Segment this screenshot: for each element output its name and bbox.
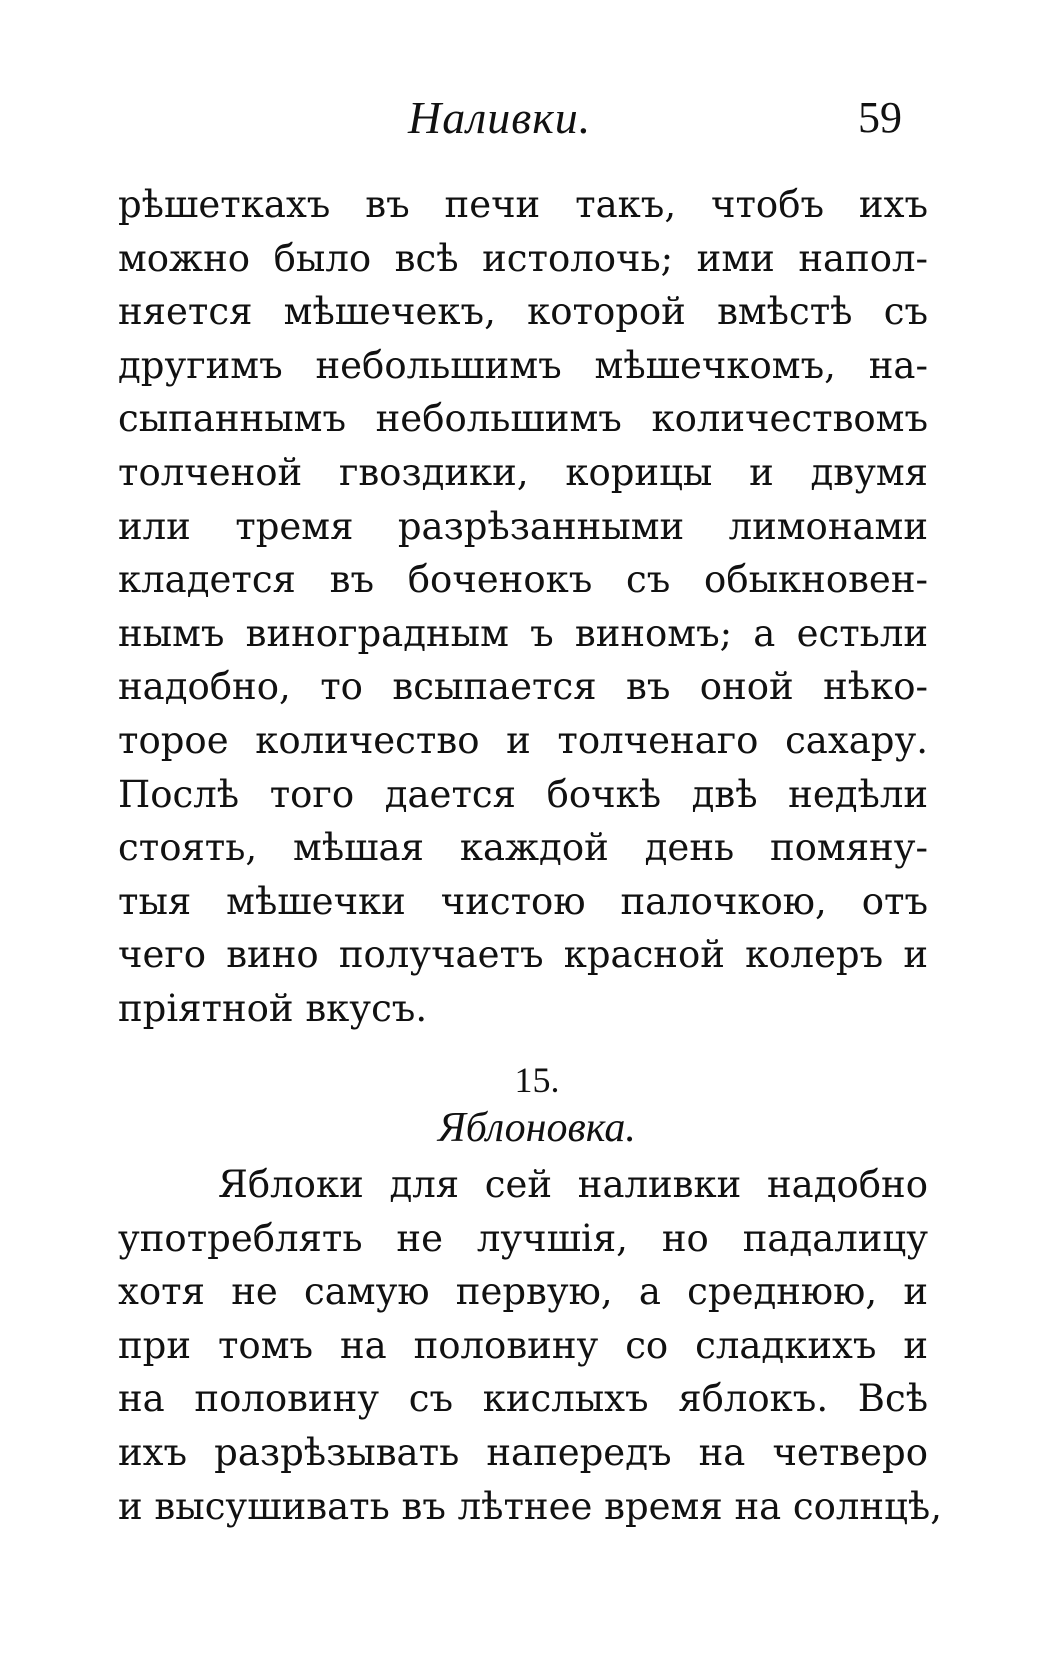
text-line: толченой гвоздики, корицы и двумя (118, 450, 928, 494)
text-line: нымъ виноградным ъ виномъ; а естьли (118, 611, 928, 655)
text-line: надобно, то всыпается въ оной нѣко- (118, 665, 928, 709)
text-line: употреблять не лучшія, но падалицу (118, 1216, 928, 1260)
running-title: Наливки. (408, 92, 592, 143)
text-line: ихъ разрѣзывать напередъ на четверо (118, 1430, 928, 1474)
text-line: хотя не самую первую, а среднюю, и (118, 1270, 928, 1314)
text-line: чего вино получаетъ красной колеръ и (118, 933, 928, 977)
running-head (0, 88, 1044, 148)
text-line: или тремя разрѣзанными лимонами (118, 504, 928, 548)
text-line: сыпаннымъ небольшимъ количествомъ (118, 397, 928, 441)
page-number: 59 (858, 93, 902, 142)
text-line: и высушивать въ лѣтнее время на солнцѣ, (118, 1484, 942, 1528)
text-line: можно было всѣ истолочь; ими напол- (118, 236, 928, 280)
text-line: Послѣ того дается бочкѣ двѣ недѣли (118, 772, 928, 816)
text-line: стоять, мѣшая каждой день помяну- (118, 826, 928, 870)
paragraph-apple-liqueur (118, 1158, 942, 1533)
text-line: няется мѣшечекъ, которой вмѣстѣ съ (118, 290, 928, 334)
text-line: при томъ на половину со сладкихъ и (118, 1323, 928, 1367)
text-line: кладется въ боченокъ съ обыкновен- (118, 558, 928, 602)
section-number: 15. (514, 1060, 560, 1100)
text-line: Яблоки для сей наливки надобно (218, 1163, 928, 1206)
text-line: другимъ небольшимъ мѣшечкомъ, на- (118, 343, 928, 387)
text-line: на половину съ кислыхъ яблокъ. Всѣ (118, 1377, 928, 1421)
text-line: пріятной вкусъ. (118, 986, 428, 1030)
text-line: рѣшеткахъ въ печи такъ, чтобъ ихъ (118, 183, 928, 226)
text-line: тыя мѣшечки чистою палочкою, отъ (118, 879, 928, 923)
paragraph-continued (118, 178, 928, 1036)
text-line: торое количество и толченаго сахару. (118, 718, 928, 762)
section-title: Яблоновка. (438, 1105, 636, 1151)
